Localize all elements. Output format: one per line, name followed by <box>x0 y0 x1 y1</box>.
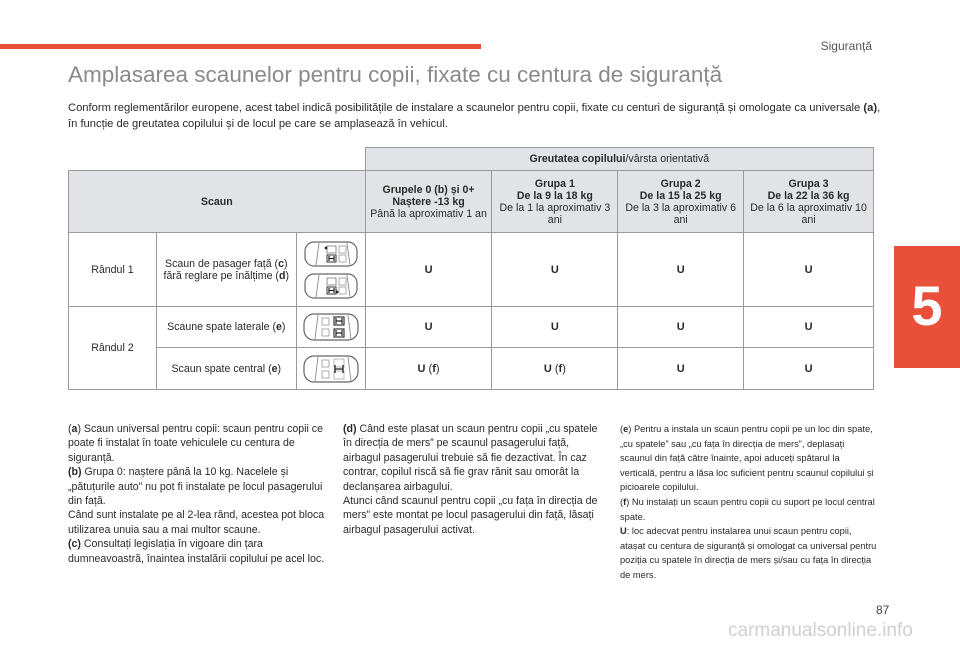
row-label-2: Rândul 2 <box>69 307 157 390</box>
section-label: Siguranță <box>820 39 872 53</box>
footnote: Atunci când scaunul pentru copii „cu fața în direcția de mers” este montat pe locul pasagerului din față, lăsați airbagul pasagerului activat. <box>343 495 598 536</box>
weight-header <box>365 148 873 171</box>
footnote: (f) Nu instalați un scaun pentru copii cu suport pe locul central spate. <box>620 496 875 522</box>
footnote: (c) Consultați legislația în vigoare din țara dumneavoastră, înaintea instalării copilului pe acel loc. <box>68 538 325 565</box>
cell-value: U <box>492 233 618 307</box>
blank-corner <box>69 148 366 171</box>
cell-value: U <box>744 348 874 390</box>
car-rear-central-seat-icon <box>302 353 360 385</box>
seat-description: Scaune spate laterale (e) <box>156 307 296 348</box>
seat-description: Scaun de pasager față (c) fără reglare pe înălțime (d) <box>156 233 296 307</box>
cell-value: U <box>744 233 874 307</box>
chapter-tab <box>894 246 960 368</box>
cell-value: U <box>618 348 744 390</box>
top-accent-bar <box>0 44 481 49</box>
group-header: Grupa 2 De la 15 la 25 kg De la 3 la aproximativ 6 ani <box>618 171 744 233</box>
chapter-number: 5 <box>911 274 943 337</box>
car-front-seat-rearfacing-icon <box>303 239 359 269</box>
seat-header: Scaun <box>69 171 366 233</box>
intro-paragraph <box>68 100 883 132</box>
cell-value: U <box>618 307 744 348</box>
car-diagram-cell <box>296 348 365 390</box>
cell-value: U <box>365 307 492 348</box>
child-seat-table <box>68 147 874 390</box>
notes-column-2 <box>343 422 601 537</box>
weight-header-rest: /vârsta orientativă <box>625 153 710 165</box>
car-front-seat-forwardfacing-icon <box>303 271 359 301</box>
group-header: Grupa 1 De la 9 la 18 kg De la 1 la aproximativ 3 ani <box>492 171 618 233</box>
car-diagram-cell <box>296 307 365 348</box>
car-rear-lateral-seats-icon <box>302 311 360 343</box>
weight-header-bold: Greutatea copilului <box>529 153 626 165</box>
footnote: (d) Când este plasat un scaun pentru copii „cu spatele în direcția de mers” pe scaunul pasagerului față, airbagul pasagerului trebuie să fie dezactivat. În caz contrar, copilul riscă să fie grav rănit sau omorât la declanșarea airbagului. <box>343 423 598 493</box>
intro-text: Conform reglementărilor europene, acest tabel indică posibilitățile de instalare a scaunelor pentru copii, fixate cu centuri de siguranță și omologate ca universale <box>68 102 864 114</box>
cell-value: U <box>365 233 492 307</box>
watermark: carmanualsonline.info <box>728 620 913 641</box>
footnote: U: loc adecvat pentru instalarea unui scaun pentru copii, atașat cu centura de siguranță și omologat ca universal pentru poziția cu spatele în direcția de mers și/sau cu fața în direcția de mers. <box>620 526 877 580</box>
page-title: Amplasarea scaunelor pentru copii, fixate cu centura de siguranță <box>68 62 723 87</box>
cell-value: U <box>492 307 618 348</box>
footnote: (a) Scaun universal pentru copii: scaun pentru copii ce poate fi instalat în toate vehiculele cu centura de siguranță. <box>68 423 324 464</box>
group-header: Grupele 0 (b) și 0+ Naștere -13 kg Până la aproximativ 1 an <box>365 171 492 233</box>
seat-description: Scaun spate central (e) <box>156 348 296 390</box>
cell-value: U (f) <box>365 348 492 390</box>
cell-value: U <box>744 307 874 348</box>
notes-column-1 <box>68 422 326 566</box>
notes-column-3 <box>620 422 878 583</box>
row-label-1: Rândul 1 <box>69 233 157 307</box>
cell-value: U (f) <box>492 348 618 390</box>
footnote: Când sunt instalate pe al 2-lea rând, acestea pot bloca utilizarea unuia sau a mai multor scaune. <box>68 509 325 536</box>
cell-value: U <box>618 233 744 307</box>
page-number: 87 <box>876 603 890 617</box>
car-diagram-cell <box>296 233 365 307</box>
intro-ref: (a) <box>863 102 878 114</box>
group-header: Grupa 3 De la 22 la 36 kg De la 6 la aproximativ 10 ani <box>744 171 874 233</box>
footnote: (e) Pentru a instala un scaun pentru copii pe un loc din spate, „cu spatele” sau „cu fața în direcția de mers”, deplasați scaunul din față către înainte, apoi aduceți spătarul la verticală, pentru a lăsa loc suficient pentru scaunul copilului și picioarele copilului. <box>620 424 874 493</box>
intro-text-end: , în funcție de greutatea copilului și de locul pe care se amplasează în vehicul. <box>68 102 881 130</box>
footnote: (b) Grupa 0: naștere până la 10 kg. Nacelele și „pătuțurile auto” nu pot fi instalate pe locul pasagerului din față. <box>68 466 323 508</box>
